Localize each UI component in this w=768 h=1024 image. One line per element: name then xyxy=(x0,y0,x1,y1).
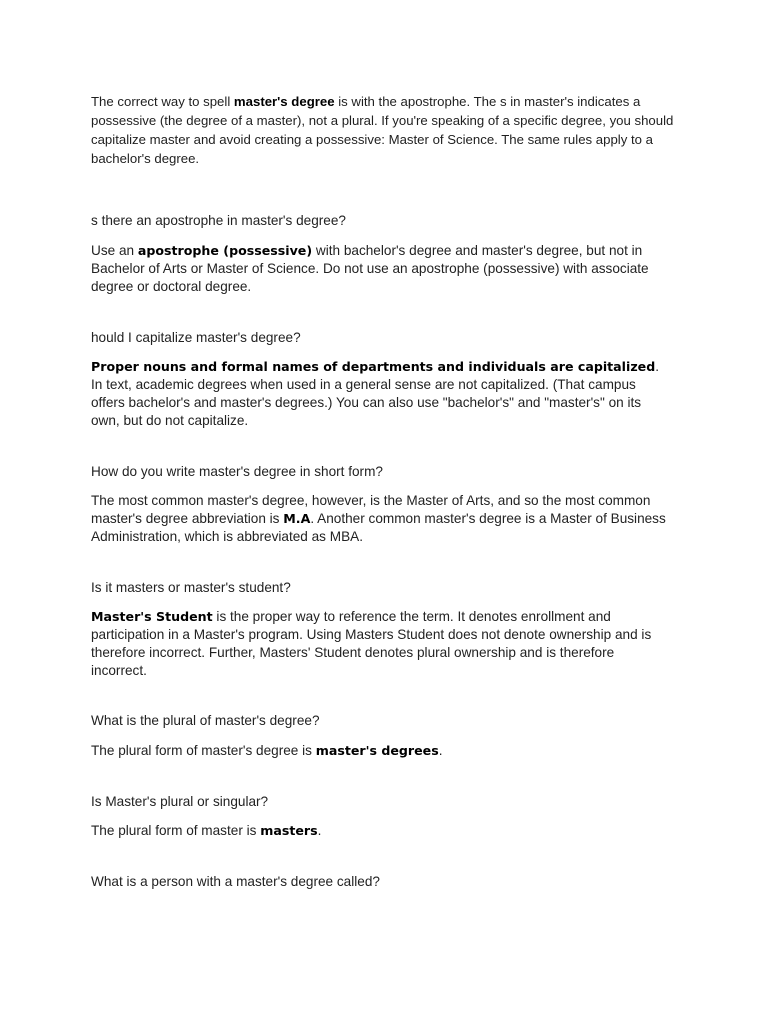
answer-text: . In text, academic degrees when used in a general sense are not capitalized. (That campus offers bachelor's and master's degrees.) You can also use "bachelor's" and "master's" on its own, but do not capitalize. xyxy=(91,359,659,428)
intro-paragraph xyxy=(91,92,691,168)
intro-lead: The correct way to spell xyxy=(91,94,234,109)
answer-paragraph xyxy=(91,492,671,546)
question-heading: Is it masters or master's student? xyxy=(91,580,291,595)
answer-text: The most common master's degree, however, is the Master of Arts, and so the most common master's degree abbreviation is xyxy=(91,493,651,526)
answer-bold-term: Proper nouns and formal names of departments and individuals are capitalized xyxy=(91,359,656,374)
question-heading: hould I capitalize master's degree? xyxy=(91,330,301,345)
answer-text: The plural form of master is xyxy=(91,823,261,838)
answer-text: with bachelor's degree and master's degree, but not in Bachelor of Arts or Master of Science. Do not use an apostrophe (possessive) with associate degree or doctoral degree. xyxy=(91,243,649,294)
question-heading: s there an apostrophe in master's degree? xyxy=(91,213,346,228)
question-heading: What is the plural of master's degree? xyxy=(91,713,320,728)
answer-bold-term: M.A xyxy=(283,511,311,526)
answer-paragraph xyxy=(91,608,671,680)
answer-bold-term: master's degrees xyxy=(315,743,439,758)
answer-text: Use an xyxy=(91,243,138,258)
question-heading: What is a person with a master's degree called? xyxy=(91,874,380,889)
answer-paragraph xyxy=(91,358,671,430)
answer-paragraph xyxy=(91,242,671,296)
answer-paragraph xyxy=(91,742,671,760)
answer-text: is the proper way to reference the term. It denotes enrollment and participation in a Master's program. Using Masters Student does not denote ownership and is therefore incorrect. Further, Masters' Student denotes plural ownership and is therefore incorrect. xyxy=(91,609,652,678)
question-heading: Is Master's plural or singular? xyxy=(91,794,269,809)
answer-bold-term: apostrophe (possessive) xyxy=(137,243,313,258)
answer-bold-term: Master's Student xyxy=(91,609,213,624)
answer-text: . xyxy=(317,823,322,838)
question-heading: How do you write master's degree in short form? xyxy=(91,464,383,479)
answer-bold-term: masters xyxy=(260,823,318,838)
answer-text: The plural form of master's degree is xyxy=(91,743,316,758)
answer-paragraph xyxy=(91,822,671,840)
intro-rest: is with the apostrophe. The s in master's indicates a possessive (the degree of a master), not a plural. If you're speaking of a specific degree, you should capitalize master and avoid creating a possessive: Master of Science. The same rules apply to a bachelor's degree. xyxy=(91,94,674,166)
answer-text: . xyxy=(438,743,443,758)
intro-bold-term: master's degree xyxy=(233,94,335,109)
answer-text: . Another common master's degree is a Master of Business Administration, which is abbreviated as MBA. xyxy=(91,511,666,544)
